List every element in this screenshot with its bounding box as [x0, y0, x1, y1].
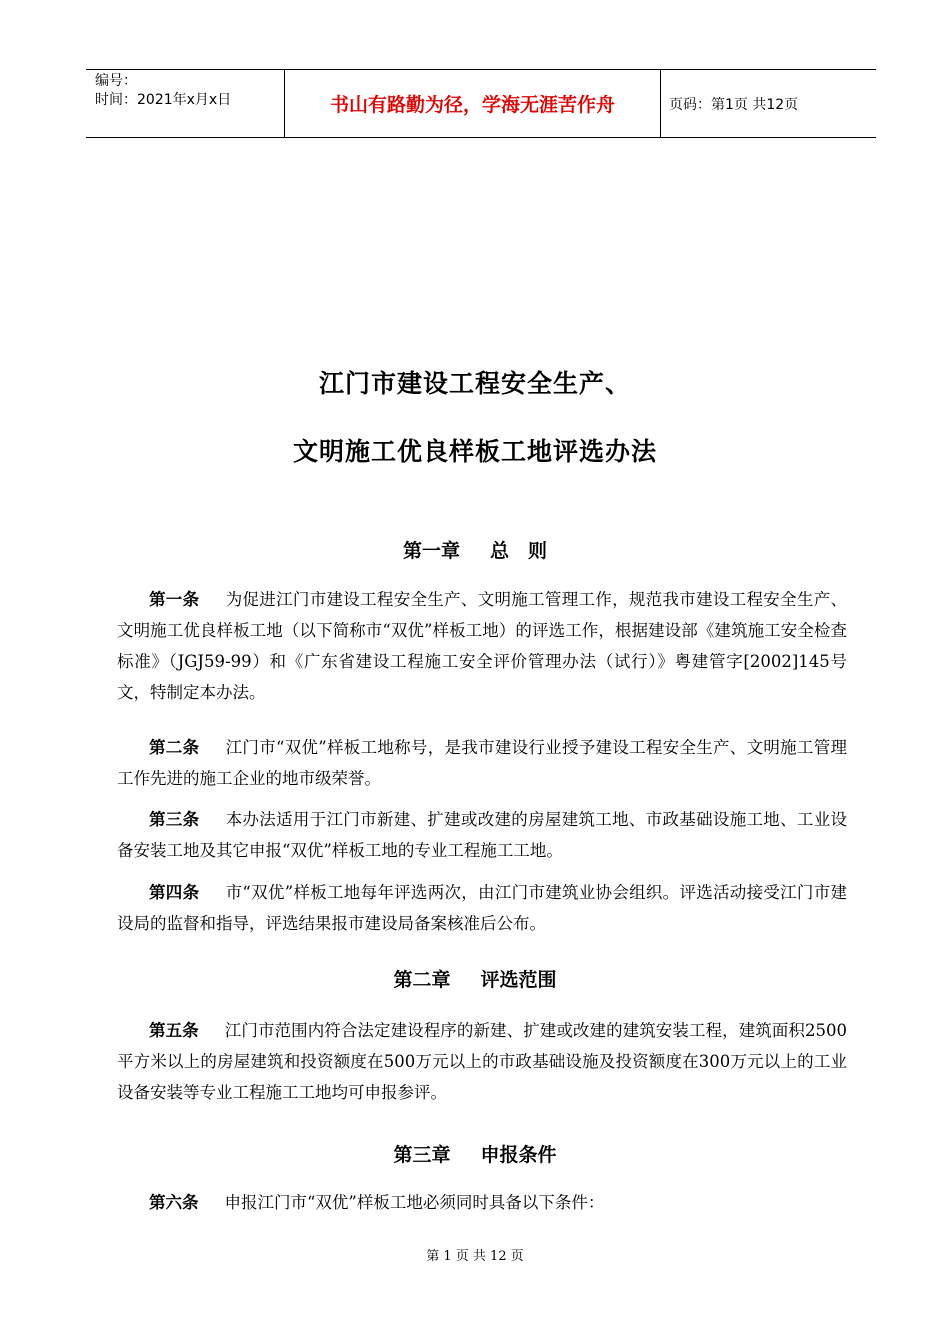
article-paragraph	[117, 804, 847, 866]
chapter-number: 第一章	[402, 540, 460, 562]
page-header	[86, 69, 876, 138]
article-label: 第四条	[149, 883, 200, 902]
article-text: 江门市“双优”样板工地称号，是我市建设行业授予建设工程安全生产、文明施工管理工作先进的施工企业的地市级荣誉。	[117, 738, 848, 788]
number-label: 编号：	[95, 73, 137, 89]
chapter-name: 总 则	[490, 540, 548, 562]
article-paragraph	[117, 584, 847, 708]
chapter-name: 评选范围	[480, 969, 557, 991]
article-label: 第三条	[149, 810, 200, 829]
article-paragraph	[117, 1015, 847, 1108]
doc-title-line1: 江门市建设工程安全生产、	[318, 369, 631, 398]
time-label: 时间：2021年x月x日	[95, 92, 232, 108]
header-page-info: 页码：第1页 共12页	[669, 96, 799, 113]
page-footer: 第 1 页 共 12 页	[426, 1249, 524, 1264]
header-motto: 书山有路勤为径，学海无涯苦作舟	[285, 70, 661, 137]
chapter-heading	[0, 965, 950, 992]
chapter-number: 第三章	[393, 1144, 451, 1166]
article-paragraph	[117, 877, 847, 939]
article-text: 江门市范围内符合法定建设程序的新建、扩建或改建的建筑安装工程，建筑面积2500平方米以上的房屋建筑和投资额度在500万元以上的市政基础设施及投资额度在300万元以上的工业设备安装等专业工程施工工地均可申报参评。	[117, 1021, 847, 1102]
article-label: 第一条	[149, 590, 200, 609]
article-paragraph	[117, 732, 847, 794]
article-label: 第五条	[149, 1021, 199, 1040]
header-meta	[86, 70, 285, 137]
chapter-name: 申报条件	[480, 1144, 557, 1166]
doc-title-line2: 文明施工优良样板工地评选办法	[292, 437, 657, 466]
article-text: 为促进江门市建设工程安全生产、文明施工管理工作，规范我市建设工程安全生产、文明施工优良样板工地（以下简称市“双优”样板工地）的评选工作，根据建设部《建筑施工安全检查标准》（JGJ59-99）和《广东省建设工程施工安全评价管理办法（试行）》粤建管字[2002]145号文，特制定本办法。	[117, 590, 848, 702]
article-text: 申报江门市“双优”样板工地必须同时具备以下条件：	[224, 1193, 605, 1212]
article-text: 市“双优”样板工地每年评选两次，由江门市建筑业协会组织。评选活动接受江门市建设局的监督和指导，评选结果报市建设局备案核准后公布。	[117, 883, 848, 933]
chapter-heading	[0, 1140, 950, 1167]
chapter-heading	[0, 536, 950, 563]
article-text: 本办法适用于江门市新建、扩建或改建的房屋建筑工地、市政基础设施工地、工业设备安装工地及其它申报“双优”样板工地的专业工程施工工地。	[117, 810, 848, 860]
article-label: 第二条	[149, 738, 200, 757]
article-paragraph	[117, 1187, 847, 1218]
article-label: 第六条	[149, 1193, 199, 1212]
chapter-number: 第二章	[393, 969, 451, 991]
